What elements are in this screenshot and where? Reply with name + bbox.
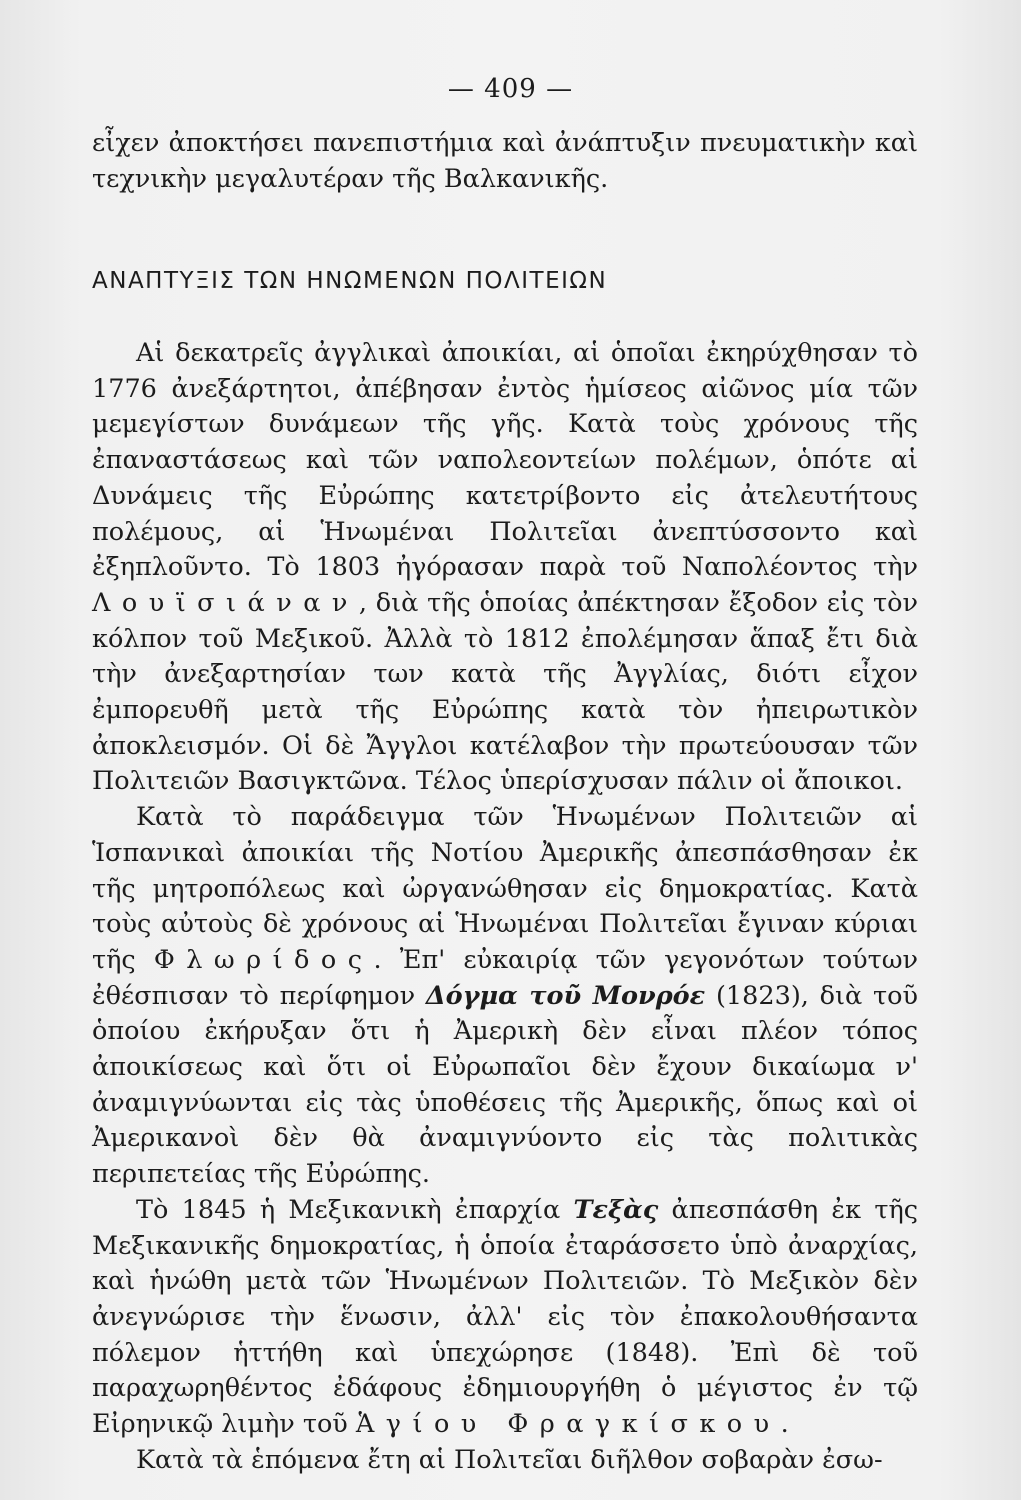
paragraph-2-bold-monroe-doctrine: Δόγμα τοῦ Μονρόε [425,980,706,1011]
paragraph-3-text-e: . [780,1409,789,1440]
paragraph-2 [92,800,918,1193]
section-body [92,336,918,1479]
paragraph-4-text-a: Κατὰ τὰ ἑπόμενα ἔτη αἱ Πολιτεῖαι διῆλθον σοβαρὰν ἐσω- [136,1444,883,1475]
paragraph-2-text-e: (1823), διὰ τοῦ ὁποίου ἐκήρυξαν ὅτι ἡ Ἀμερικὴ δὲν εἶναι πλέον τόπος ἀποικίσεως καὶ ὅτι οἱ Εὐρωπαῖοι δὲν ἔχουν δικαίωμα ν' ἀναμιγνύωνται εἰς τὰς ὑποθέσεις τῆς Ἀμερικῆς, ὅπως καὶ οἱ Ἀμερικανοὶ δὲν θὰ ἀναμιγνύοντο εἰς τὰς πολιτικὰς περιπετείας τῆς Εὐρώπης. [92,980,918,1190]
paragraph-3-bold-texas: Τεξὰς [573,1194,659,1225]
page-number: — 409 — [447,74,574,104]
intro-paragraph: εἶχεν ἀποκτήσει πανεπιστήμια καὶ ἀνάπτυξιν πνευματικὴν καὶ τεχνικὴν μεγαλυτέραν τῆς Βαλκανικῆς. [92,128,918,194]
paragraph-4 [92,1443,918,1479]
section-heading: ΑΝΑΠΤΥΞΙΣ ΤΩΝ ΗΝΩΜΕΝΩΝ ΠΟΛΙΤΕΙΩΝ [92,268,608,294]
paragraph-1 [92,336,918,800]
paragraph-2-text-a: Κατὰ τὸ παράδειγμα τῶν Ἡνωμένων Πολιτειῶν αἱ Ἱσπανικαὶ ἀποικίαι τῆς Νοτίου Ἀμερικῆς ἀπεσπάσθησαν ἐκ τῆς μητροπόλεως καὶ ὠργανώθησαν εἰς δημοκρατίας. Κατὰ τοὺς αὐτοὺς δὲ χρόνους αἱ Ἡνωμέναι Πολιτεῖαι ἔγιναν κύριαι τῆς [92,802,918,975]
paragraph-3-spaced-san-francisco: Ἁγίου Φραγκίσκου [355,1409,781,1440]
paragraph-3-text-a: Τὸ 1845 ἡ Μεξικανικὴ ἐπαρχία [136,1194,574,1225]
paragraph-1-text-a: Αἱ δεκατρεῖς ἀγγλικαὶ ἀποικίαι, αἱ ὁποῖαι ἐκηρύχθησαν τὸ 1776 ἀνεξάρτητοι, ἀπέβησαν ἐντὸς ἡμίσεος αἰῶνος μία τῶν μεμεγίστων δυνάμεων τῆς γῆς. Κατὰ τοὺς χρόνους τῆς ἐπαναστάσεως καὶ τῶν ναπολεοντείων πολέμων, ὁπότε αἱ Δυνάμεις τῆς Εὐρώπης κατετρίβοντο εἰς ἀτελευτήτους πολέμους, αἱ Ἡνωμέναι Πολιτεῖαι ἀνεπτύσσοντο καὶ ἐξηπλοῦντο. Τὸ 1803 ἠγόρασαν παρὰ τοῦ Ναπολέοντος τὴν [92,338,918,583]
paragraph-1-text-c: , διὰ τῆς ὁποίας ἀπέκτησαν ἔξοδον εἰς τὸν κόλπον τοῦ Μεξικοῦ. Ἀλλὰ τὸ 1812 ἐπολέμησαν ἅπαξ ἔτι διὰ τὴν ἀνεξαρτησίαν των κατὰ τῆς Ἀγγλίας, διότι εἶχον ἐμπορευθῆ μετὰ τῆς Εὐρώπης κατὰ τὸν ἠπειρωτικὸν ἀποκλεισμόν. Οἱ δὲ Ἄγγλοι κατέλαβον τὴν πρωτεύουσαν τῶν Πολιτειῶν Βασιγκτῶνα. Τέλος ὑπερίσχυσαν πάλιν οἱ ἄποικοι. [92,587,918,797]
paragraph-2-text-c: . Ἐπ' εὐκαιρίᾳ τῶν γεγονότων τούτων ἐθέσπισαν τὸ περίφημον [92,944,918,1011]
paragraph-1-spaced-louisiana: Λουϊσιάναν [92,587,359,618]
paragraph-3-text-c: ἀπεσπάσθη ἐκ τῆς Μεξικανικῆς δημοκρατίας, ἡ ὁποία ἐταράσσετο ὑπὸ ἀναρχίας, καὶ ἡνώθη μετὰ τῶν Ἡνωμένων Πολιτειῶν. Τὸ Μεξικὸν δὲν ἀνεγνώρισε τὴν ἕνωσιν, ἀλλ' εἰς τὸν ἐπακολουθήσαντα πόλεμον ἡττήθη καὶ ὑπεχώρησε (1848). Ἐπὶ δὲ τοῦ παραχωρηθέντος ἐδάφους ἐδημιουργήθη ὁ μέγιστος ἐν τῷ Εἰρηνικῷ λιμὴν τοῦ [92,1194,919,1440]
paragraph-3 [92,1193,918,1443]
paragraph-2-spaced-florida: Φλωρίδος [153,944,374,975]
